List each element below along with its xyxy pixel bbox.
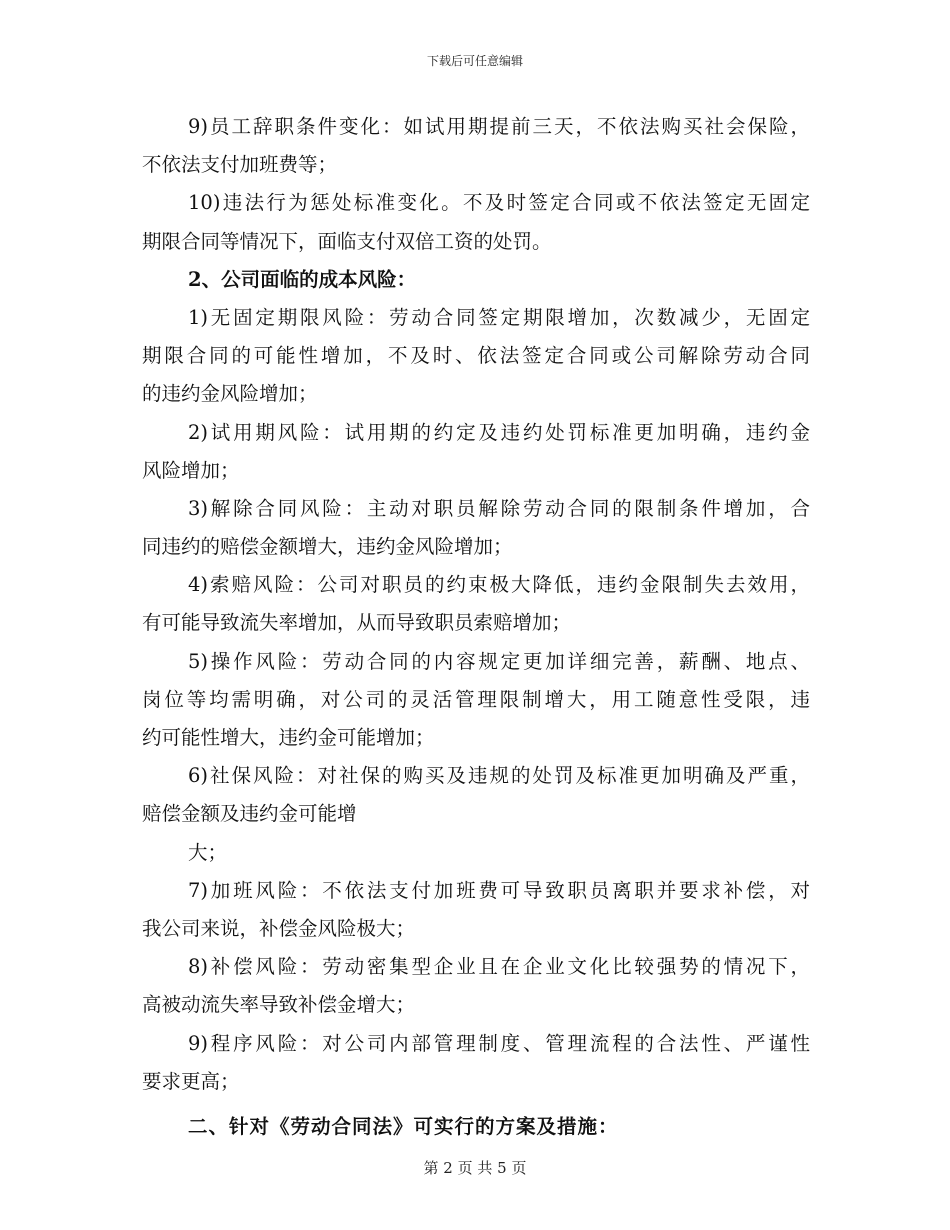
page-number: 第 2 页 共 5 页 (423, 1159, 527, 1177)
paragraph-line: 风险增加； (142, 458, 240, 482)
paragraph-line: 大； (188, 840, 228, 864)
paragraph-line: 岗位等均需明确，对公司的灵活管理限制增大，用工随意性受限，违 (142, 687, 810, 711)
page-header: 下载后可任意编辑 (426, 54, 523, 68)
paragraph-line: 3)解除合同风险：主动对职员解除劳动合同的限制条件增加，合 (188, 496, 810, 520)
paragraph-line: 期限合同等情况下，面临支付双倍工资的处罚。 (142, 229, 552, 253)
paragraph-line: 期限合同的可能性增加，不及时、依法签定合同或公司解除劳动合同 (142, 344, 810, 368)
paragraph-line: 高被动流失率导致补偿金增大； (142, 993, 416, 1017)
paragraph-line: 约可能性增大，违约金可能增加； (142, 726, 435, 749)
paragraph-line: 4)索赔风险：公司对职员的约束极大降低，违约金限制失去效用， (188, 573, 810, 597)
paragraph-line: 1)无固定期限风险：劳动合同签定期限增加，次数减少，无固定 (188, 305, 810, 329)
paragraph-line: 9)程序风险：对公司内部管理制度、管理流程的合法性、严谨性 (188, 1031, 810, 1055)
document-body (142, 108, 810, 1147)
paragraph-line: 的违约金风险增加； (142, 382, 318, 406)
subsection-heading: 2、公司面临的成本风险： (188, 267, 417, 291)
paragraph-line: 我公司来说，补偿金风险极大； (142, 916, 416, 940)
paragraph-line: 6)社保风险：对社保的购买及违规的处罚及标准更加明确及严重， (188, 764, 810, 788)
paragraph-line: 2)试用期风险：试用期的约定及违约处罚标准更加明确，违约金 (188, 420, 810, 444)
paragraph-line: 10)违法行为惩处标准变化。不及时签定合同或不依法签定无固定 (188, 191, 810, 215)
section-heading: 二、针对《劳动合同法》可实行的方案及措施： (188, 1114, 619, 1138)
paragraph-line: 同违约的赔偿金额增大，违约金风险增加； (142, 535, 513, 559)
paragraph-line: 5)操作风险：劳动合同的内容规定更加详细完善，薪酬、地点、 (188, 649, 810, 673)
paragraph-line: 有可能导致流失率增加，从而导致职员索赔增加； (142, 611, 572, 635)
paragraph-line: 9)员工辞职条件变化：如试用期提前三天，不依法购买社会保险， (188, 115, 810, 138)
paragraph-line: 要求更高； (142, 1069, 240, 1093)
paragraph-line: 7)加班风险：不依法支付加班费可导致职员离职并要求补偿，对 (188, 878, 810, 902)
paragraph-line: 不依法支付加班费等； (142, 153, 338, 177)
paragraph-line: 8)补偿风险：劳动密集型企业且在企业文化比较强势的情况下， (188, 955, 810, 979)
paragraph-line: 赔偿金额及违约金可能增 (142, 802, 357, 826)
